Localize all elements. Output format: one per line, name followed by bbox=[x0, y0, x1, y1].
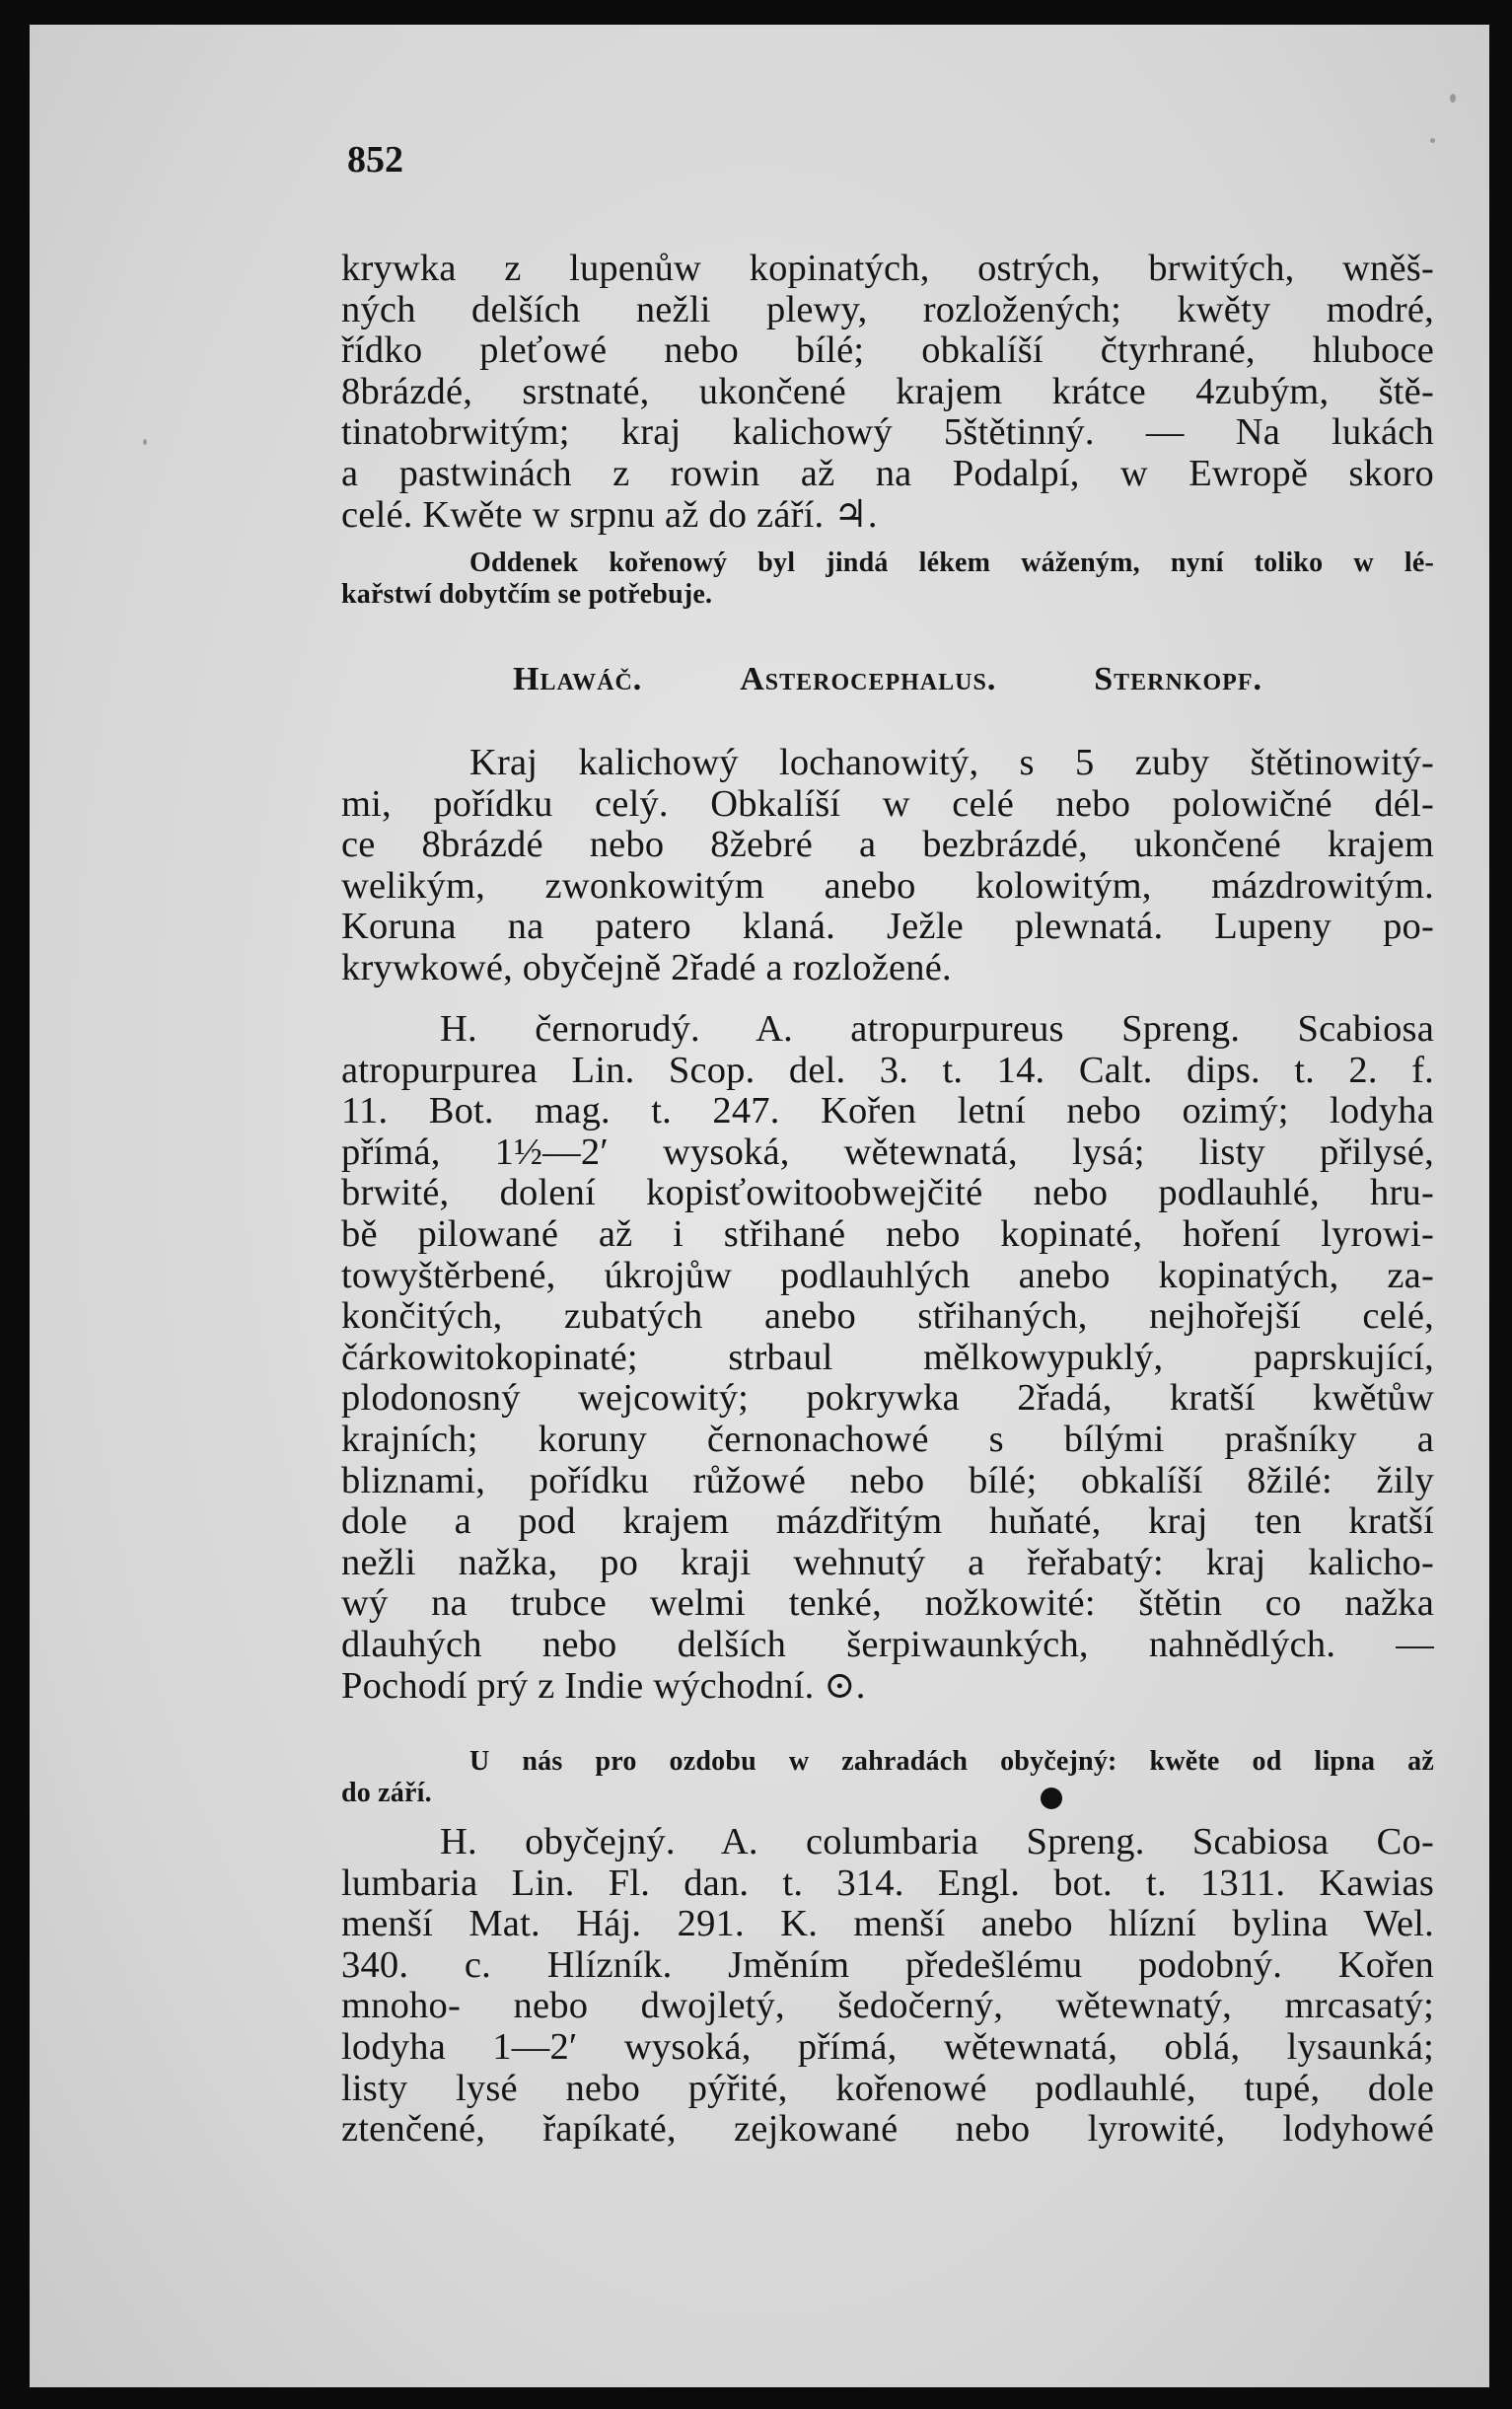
text-line: ných delších nežli plewy, rozložených; kwěty modré, bbox=[341, 288, 1434, 330]
text-line: towyštěrbené, úkrojůw podlauhlých anebo kopinatých, za- bbox=[341, 1254, 1434, 1296]
page-number: 852 bbox=[347, 139, 403, 181]
genus-latin-name: Asterocephalus. bbox=[740, 661, 997, 697]
text-line: dlauhých nebo delších šerpiwaunkých, nahnědlých. — bbox=[341, 1623, 1434, 1665]
text-line: přímá, 1½—2′ wysoká, wětewnatá, lysá; listy přilysé, bbox=[341, 1131, 1434, 1173]
genus-czech-name: Hlawáč. bbox=[513, 661, 643, 697]
text-line: krywka z lupenůw kopinatých, ostrých, brwitých, wněš- bbox=[341, 248, 1434, 289]
text-line: 340. c. Hlízník. Jměním předešlému podobný. Kořen bbox=[341, 1943, 1434, 1986]
paragraph-2 bbox=[341, 743, 1434, 989]
text-line: čárkowitokopinaté; strbaul mělkowypuklý, paprskující, bbox=[341, 1336, 1434, 1378]
text-line: brwité, dolení kopisťowitoobwejčité nebo podlauhlé, hru- bbox=[341, 1172, 1434, 1214]
text-line: Koruna na patero klaná. Ježle plewnatá. Lupeny po- bbox=[341, 906, 1434, 948]
text-line: lodyha 1—2′ wysoká, přímá, wětewnatá, oblá, lysaunká; bbox=[341, 2025, 1434, 2068]
text-line: mnoho- nebo dwojletý, šedočerný, wětewnatý, mrcasatý; bbox=[341, 1985, 1434, 2027]
text-line: celé. Kwěte w srpnu až do září. ♃. bbox=[341, 493, 878, 536]
text-line: a pastwinách z rowin až na Podalpí, w Ewropě skoro bbox=[341, 452, 1434, 494]
note-line: do září. bbox=[341, 1778, 432, 1808]
species-2-description bbox=[341, 1822, 1434, 2151]
text-line: plodonosný wejcowitý; pokrywka 2řadá, kratší kwětůw bbox=[341, 1377, 1434, 1420]
text-line: bě pilowané až i střihané nebo kopinaté, hoření lyrowi- bbox=[341, 1212, 1434, 1255]
text-line: wý na trubce welmi tenké, nožkowité: štětin co nažka bbox=[341, 1582, 1434, 1625]
note-line: kařstwí dobytčím se potřebuje. bbox=[341, 579, 713, 610]
note-1 bbox=[341, 548, 1434, 611]
text-line: atropurpurea Lin. Scop. del. 3. t. 14. Calt. dips. t. 2. f. bbox=[341, 1049, 1434, 1091]
text-line: H. černorudý. A. atropurpureus Spreng. Scabiosa bbox=[440, 1008, 1434, 1050]
ink-dot bbox=[1041, 1788, 1062, 1809]
text-line: tinatobrwitým; kraj kalichowý 5štětinný. — Na lukách bbox=[341, 411, 1434, 454]
text-line: dole a pod krajem mázdřitým huňaté, kraj ten kratší bbox=[341, 1500, 1434, 1543]
note-line: U nás pro ozdobu w zahradách obyčejný: kwěte od lipna až bbox=[469, 1746, 1434, 1777]
text-line: Pochodí prý z Indie wýchodní. ⊙. bbox=[341, 1664, 866, 1707]
species-1-description bbox=[341, 1009, 1434, 1707]
genus-german-name: Sternkopf. bbox=[1094, 661, 1262, 697]
note-line: Oddenek kořenowý byl jindá lékem wáženým, nyní toliko w lé- bbox=[469, 548, 1434, 578]
text-line: krywkowé, obyčejně 2řadé a rozložené. bbox=[341, 946, 952, 988]
text-line: 8brázdé, srstnaté, ukončené krajem krátce 4zubým, ště- bbox=[341, 370, 1434, 412]
note-2 bbox=[341, 1746, 1434, 1809]
text-line: ztenčené, řapíkaté, zejkowané nebo lyrowité, lodyhowé bbox=[341, 2108, 1434, 2151]
text-line: řídko pleťowé nebo bílé; obkalíší čtyrhrané, hluboce bbox=[341, 329, 1434, 372]
text-line: Kraj kalichowý lochanowitý, s 5 zuby štětinowitý- bbox=[469, 742, 1434, 783]
paragraph-1 bbox=[341, 249, 1434, 536]
text-line: welikým, zwonkowitým anebo kolowitým, mázdrowitým. bbox=[341, 864, 1434, 907]
text-line: menší Mat. Háj. 291. K. menší anebo hlízní bylina Wel. bbox=[341, 1903, 1434, 1945]
text-line: H. obyčejný. A. columbaria Spreng. Scabiosa Co- bbox=[440, 1821, 1434, 1862]
text-line: mi, pořídku celý. Obkalíší w celé nebo polowičné dél- bbox=[341, 782, 1434, 825]
text-line: lumbaria Lin. Fl. dan. t. 314. Engl. bot. t. 1311. Kawias bbox=[341, 1862, 1434, 1904]
text-line: bliznami, pořídku růžowé nebo bílé; obkalíší 8žilé: žily bbox=[341, 1459, 1434, 1501]
text-line: končitých, zubatých anebo střihaných, nejhořejší celé, bbox=[341, 1295, 1434, 1338]
text-line: listy lysé nebo pýřité, kořenowé podlauhlé, tupé, dole bbox=[341, 2067, 1434, 2109]
text-line: nežli nažka, po kraji wehnutý a řeřabatý: kraj kalicho- bbox=[341, 1541, 1434, 1583]
text-line: 11. Bot. mag. t. 247. Kořen letní nebo ozimý; lodyha bbox=[341, 1090, 1434, 1132]
text-line: krajních; koruny černonachowé s bílými prašníky a bbox=[341, 1418, 1434, 1460]
text-line: ce 8brázdé nebo 8žebré a bezbrázdé, ukončené krajem bbox=[341, 824, 1434, 866]
genus-heading bbox=[513, 661, 1262, 698]
